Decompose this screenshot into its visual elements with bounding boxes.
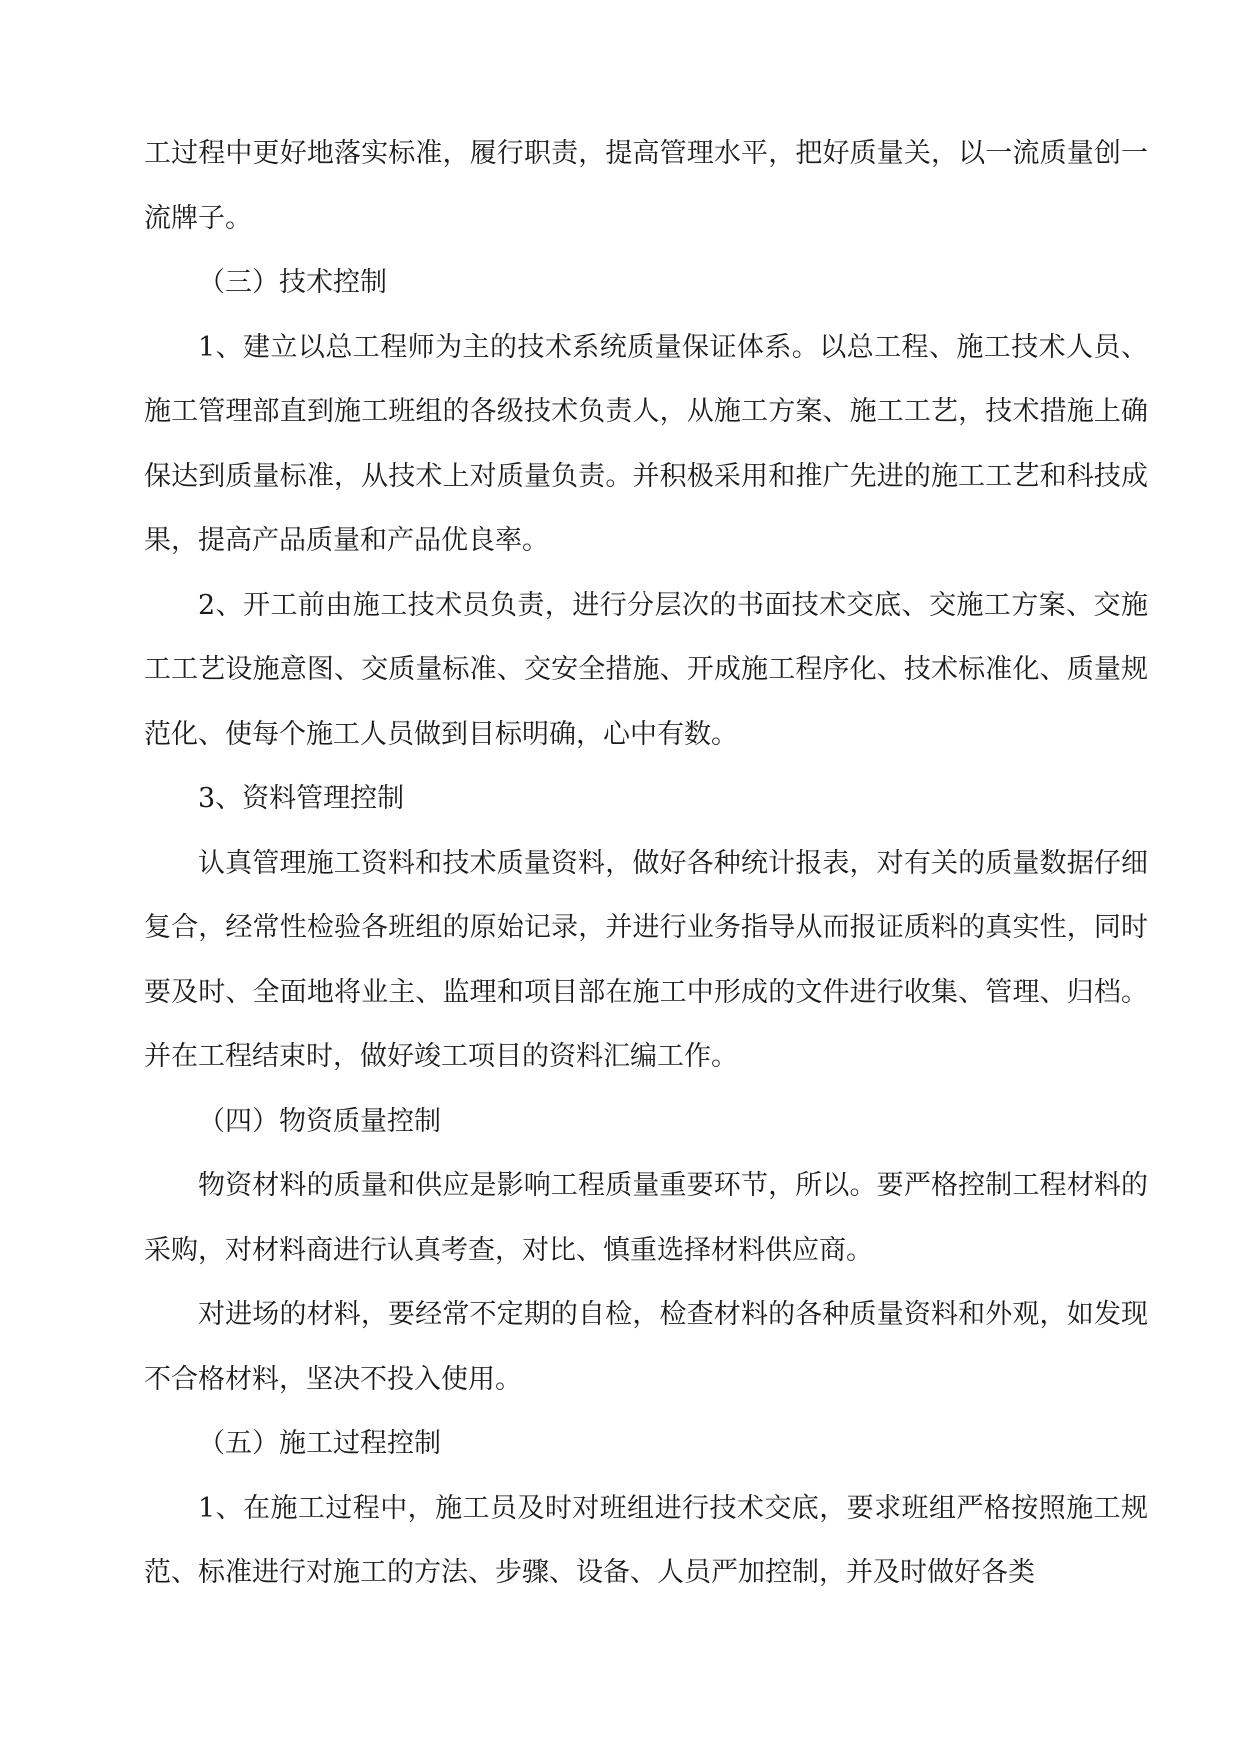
- paragraph-material-supply: 物资材料的质量和供应是影响工程质量重要环节，所以。要严格控制工程材料的采购，对材料商进行认真考查，对比、慎重选择材料供应商。: [144, 1170, 1148, 1266]
- paragraph-continuation: 工过程中更好地落实标准，履行职责，提高管理水平，把好质量关，以一流质量创一流牌子。: [144, 138, 1148, 234]
- paragraph-data-management: 认真管理施工资料和技术质量资料，做好各种统计报表，对有关的质量数据仔细复合，经常性检验各班组的原始记录，并进行业务指导从而报证质料的真实性，同时要及时、全面地将业主、监理和项目部在施工中形成的文件进行收集、管理、归档。并在工程结束时，做好竣工项目的资料汇编工作。: [144, 847, 1148, 1072]
- paragraph-process-control: 1、在施工过程中，施工员及时对班组进行技术交底，要求班组严格按照施工规范、标准进行对施工的方法、步骤、设备、人员严加控制，并及时做好各类: [144, 1492, 1148, 1588]
- paragraph-tech-system: 1、建立以总工程师为主的技术系统质量保证体系。以总工程、施工技术人员、施工管理部直到施工班组的各级技术负责人，从施工方案、施工工艺，技术措施上确保达到质量标准，从技术上对质量负责。并积极采用和推广先进的施工工艺和科技成果，提高产品质量和产品优良率。: [144, 331, 1148, 556]
- section-heading-technical-control: （三）技术控制: [198, 267, 387, 298]
- section-heading-material-quality: （四）物资质量控制: [198, 1105, 441, 1137]
- subheading-data-management: 3、资料管理控制: [198, 783, 405, 814]
- paragraph-pre-construction: 2、开工前由施工技术员负责，进行分层次的书面技术交底、交施工方案、交施工工艺设施意图、交质量标准、交安全措施、开成施工程序化、技术标准化、质量规范化、使每个施工人员做到目标明确，心中有数。: [144, 589, 1148, 750]
- paragraph-material-inspection: 对进场的材料，要经常不定期的自检，检查材料的各种质量资料和外观，如发现不合格材料，坚决不投入使用。: [144, 1299, 1148, 1395]
- section-heading-process-control: （五）施工过程控制: [198, 1428, 441, 1459]
- document-page: [144, 122, 1148, 1606]
